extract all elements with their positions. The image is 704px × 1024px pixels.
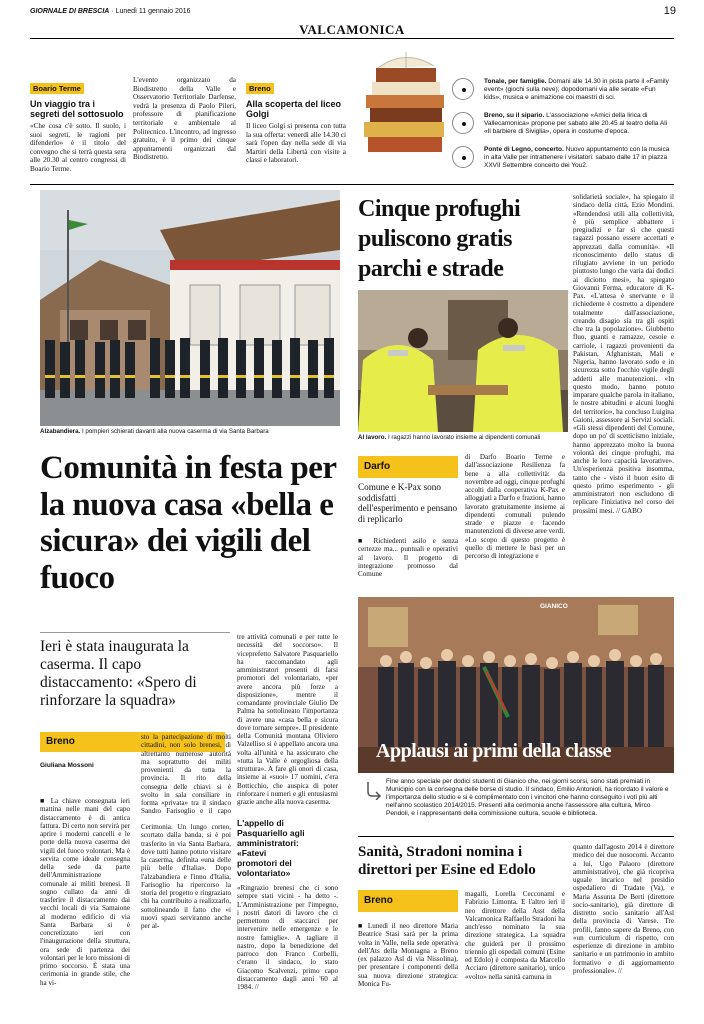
article-golgi <box>246 78 346 165</box>
article-col: sto la partecipazione di molti cittadini, non solo brenesi, di altrettanto numerose autorità ma soprattutto dei militi provenienti da tutta la provincia. Il rito della consegna delle chiavi si è svolto in sala consiliare in forma «privata» tra il sindaco Sandro Farisoglio e il capo <box>141 733 231 815</box>
arrow-icon <box>364 780 384 800</box>
brief-item: Breno, su il sipario. L'associazione «Amici della lirica di Vallecamonica» propone per sabato alle 20.45 al teatro della Ali «Il barbiere di Siviglia», opera in costume d'epoca. <box>484 112 668 135</box>
refugees-headline: Cinque profughi puliscono gratis parchi e strade <box>358 196 521 282</box>
photo-caption: Alzabandiera. I pompieri schierati davanti alla nuova caserma di via Santa Barbara <box>40 428 269 435</box>
photo-overlay-title: Applausi ai primi della classe <box>376 740 612 762</box>
article-col: ■ Lunedì il neo direttore Maria Beatrice Stasi sarà per la prima volta in Valle, nella sede operativa dell'Ats della Montagna a Breno (ex palazzo Asl di via Nissolina), per presentare i componenti della sua nuova direzione strategica: Monica Fu- <box>358 922 458 988</box>
article-col: ■ Richiedenti asilo e senza certezze ma... puntuali e operativi al lavoro. Il progetto di integrazione promosso dal Comune <box>358 537 458 578</box>
article-text: Il liceo Golgi si presenta con tutta la sua offerta: venerdì alle 14.30 ci sarà l'open day nella sede di via Martiri della Libertà con visite a classi e laboratori. <box>246 122 346 165</box>
masthead: GIORNALE DI BRESCIA · Lunedì 11 gennaio 2016 <box>30 8 191 15</box>
bullet-icon <box>452 78 474 100</box>
books-illustration <box>350 44 460 162</box>
issue-date: Lunedì 11 gennaio 2016 <box>115 8 191 15</box>
author: Giuliana Mossoni <box>40 762 94 769</box>
location-tag: Breno <box>246 83 274 94</box>
location-tag: Boario Terme <box>30 83 84 94</box>
location-box: Breno <box>40 732 225 752</box>
article-title: Un viaggio tra i segreti del sottosuolo <box>30 99 124 119</box>
page-number: 19 <box>663 5 676 17</box>
refugees-subhead: Comune e K-Pax sono soddisfatti dell'esperimento e pensano di replicarlo <box>358 482 458 524</box>
location-box: Breno <box>358 890 458 912</box>
location-box: Darfo <box>358 456 458 478</box>
article-boario <box>30 78 126 174</box>
article-col: di Darfo Boario Terme e dall'associazione Resilienza fa bene a alla collettività: da novembre ad oggi, cinque profughi accolti dalla cooperativa K-Pax e alloggiati a Darfo e frazioni, hanno lavorato gratuitamente insieme ai dipendenti comunali pulendo strade e piazze e facendo manutenzioni di diverse aree verdi. «Lo scopo di questo progetto è quello di mettere le basi per un percorso di integrazione e <box>465 453 565 560</box>
subheadline: Ieri è stata inaugurata la caserma. Il capo distaccamento: «Spero di rinforzare la squadra» <box>40 638 197 709</box>
bullet-icon <box>452 112 474 134</box>
firehouse-photo <box>40 190 340 426</box>
article-col: Cerimonia. Un lungo corteo, scortato dalla banda, si è poi trasferito in via Santa Barbara, dove tutti hanno potuto visitare la caserma, definita «una delle più belle d'Italia». Dopo l'alzabandiera e l'inno d'Italia, Farisoglio ha ripercorso la storia del progetto e ringraziato chi ha contribuito a realizzarlo, sottolineando il fatto che «i nuovi spazi serviranno anche per al- <box>141 823 231 930</box>
main-headline: Comunità in festa per la nuova casa «bella e sicura» dei vigili del fuoco <box>40 450 336 596</box>
article-col: solidarietà sociale», ha spiegato il sindaco della città, Ezio Mondini. «Rendendosi utili alla collettività, è più semplice abbattere i pregiudizi e far sì che questi ragazzi possano essere accettati e apprezzati dalla comunità». «Il riconoscimento dello status di rifugiato avviene in un periodo piuttosto lungo che varia dai dodici ai diciotto mesi», ha spiegato Giovanni Ferma, educatore di K-Pax. «L'attesa è snervante e il richiedente è costretto a dipendere totalmente dall'associazione, creando disagio sia tra gli ospiti che tra la popolazione». Giubbetto fluo, guanti e ramazze, cesoie e carriole, i ragazzi provenienti da Pakistan, Afghanistan, Mali e Nigeria, hanno lavorato sodo e in sicurezza sotto l'occhio vigile degli addetti alle manutenzioni. «In questo modo, hanno potuto imparare qualche parola in italiano, le nostre abitudini e alcuni luoghi del territorio», ha concluso Luigina Gaioni, assessore ai Servizi sociali. «Gli stessi dipendenti del Comune, dopo un po' di scetticismo iniziale, hanno apprezzato molto la buona volontà dei cinque profughi, ma anche le loro capacità lavorative». Un'esperienza positiva insomma, tanto che - visto il buon esito di questo primo esperimento - gli amministratori non escludono di replicare l'iniziativa nel corso dei prossimi mesi. // GABO <box>573 193 674 515</box>
article-boario-cont: L'evento organizzato da Biodistretto della Valle e Osservatorio Territoriale Darfense, vedrà la presenza di Paolo Pileri, professore di pianificazione territoriale e ambientale al Politecnico. L'incontro, ad ingresso gratuito, è il primo dei cinque appuntamenti organizzati dal Biodistretto. <box>133 76 236 162</box>
bullet-icon <box>452 146 474 168</box>
brief-item: Tonale, per famiglie. Domani alle 14.30 in pista parte il «Family event» (giochi sulla neve); dopodomani via alle serate «Fun kids», musica e animazione coi maestri di sci. <box>484 78 669 101</box>
pull-quote: L'appello di Pasquariello agli amministratori: «Fatevi promotori del volontariato» <box>237 818 305 878</box>
article-col: quanto dall'agosto 2014 è direttore medico dei due nosocomi. Accanto a lui, Ugo Palaoro (direttore amministrativo), che già ricopriva uguale incarico nel presidio ospedaliero di Tradate (Va), e Maria Assunta De Berti (direttore socio-sanitario), già direttore di distretto socio sanitario all'Asl della provincia di Varese. Tre profili, fanno sapere da Breno, con «un curriculum di rispetto, con esperienze di direzione in ambito sanitario e un patrimonio in ambito formativo e di aggiornamento professionale». // <box>573 843 674 975</box>
brief-item: Ponte di Legno, concerto. Nuovo appuntamento con la musica in alta Valle per intrattenere i visitatori: sabato dalle 17 in piazza XXVII Settembre concerto dei You2. <box>484 146 670 169</box>
article-col: tre attività comunali e per tutte le necessità del soccorso». Il viceprefetto Salvatore Pasquariello ha raccomandato agli amministratori presenti di farsi promotori del volontariato, «per avere ancora più forze a disposizione», mentre il comandante provinciale Giulio De Palma ha sottolineato l'importanza di avere una «casa bella e sicura dove tornare sempre». Il presidente della Comunità montana Oliviero Valzelliso si è appellato ancora una volta all'unità e ha assicurato che «tutta la Valle è orgogliosa della struttura». A fare gli onori di casa, insieme ai «suoi» 17 uomini, c'era Botticchio, che auspica di poter rinforzare i numeri e gli entusiasmi grazie anche alla nuova caserma. <box>237 633 338 806</box>
hospital-headline: Sanità, Stradoni nomina i direttori per Esine ed Edolo <box>358 844 536 878</box>
article-title: Alla scoperta del liceo Golgi <box>246 99 342 119</box>
paper-name: GIORNALE DI BRESCIA <box>30 8 110 15</box>
photo-caption: Al lavoro. I ragazzi hanno lavorato insieme ai dipendenti comunali <box>358 434 541 441</box>
photo-caption: Fine anno speciale per dodici studenti di Gianico che, nei giorni scorsi, sono stati premiati in Municipio con la consegna delle borse di studio. Il sindaco, Emilio Antonioli, ha ricordato il valore e l'importanza dello studio e si è complimentato con i vincitori che hanno conseguito i voti più alti nell'anno scolastico 2014/2015. Presenti alla cerimonia anche l'assessore alla cultura, Mirco Pendoli, e i rappresentanti della commissione cultura, scuole e biblioteca. <box>386 778 669 817</box>
workers-photo <box>358 290 568 432</box>
article-col: magalli, Lorella Cecconami e Fabrizio Limonta. E l'altro ieri il neo direttore della Asst della Valcamonica Raffaello Stradoni ha anch'esso nominato la sua direzione strategica. La squadra che guiderà per il prossimo triennio gli ospedali comuni (Esine ed Edolo) è composta da Marcello Acciaro (direttore sanitario), unico «volto» nella sanità camuna in <box>465 890 565 981</box>
photo-label: GIANICO <box>540 603 568 610</box>
article-text: «Che cosa c'è sotto. Il suolo, i suoi segreti, le ragioni per difenderlo» è il titolo del convegno che si terrà questa sera alle 20.30 al centro congressi di Boario Terme. <box>30 122 126 173</box>
article-col: «Ringrazio brenesi che ci sono sempre stati vicini - ha detto -. L'Amministrazione per l'impegno, i nostri datori di lavoro che ci permettono di staccarci per intervenire nelle emergenze e le nostre famiglie». A tagliare il nastro, dopo la benedizione del parroco don Franco Corbelli, c'erano il sindaco, lo stato Giacomo Scalvenzi, primo capo distaccamento dagli anni '60 al 1984. // <box>237 884 338 991</box>
section-title: VALCAMONICA <box>299 22 405 37</box>
article-col: ■ La chiave consegnata ieri mattina nelle mani del capo distaccamento è di antica fattura. Di certo non servirà per aprire i moderni cancelli e le porte della nuova caserma dei vigili del fuoco volontari. Ma è servita come ideale consegna della sede da parte dell'Amministrazione comunale ai militi brenesi. Il sogno cullato da anni di trasferire il distaccamento dai vecchi locali di via Samaione al moderno edificio di via Santa Barbara si è concretizzato ieri con l'inaugurazione della struttura, ora sede di partenza dei volontari per le loro missioni di primo soccorso. È stata una cerimonia in grande stile, che ha vi- <box>40 797 130 987</box>
